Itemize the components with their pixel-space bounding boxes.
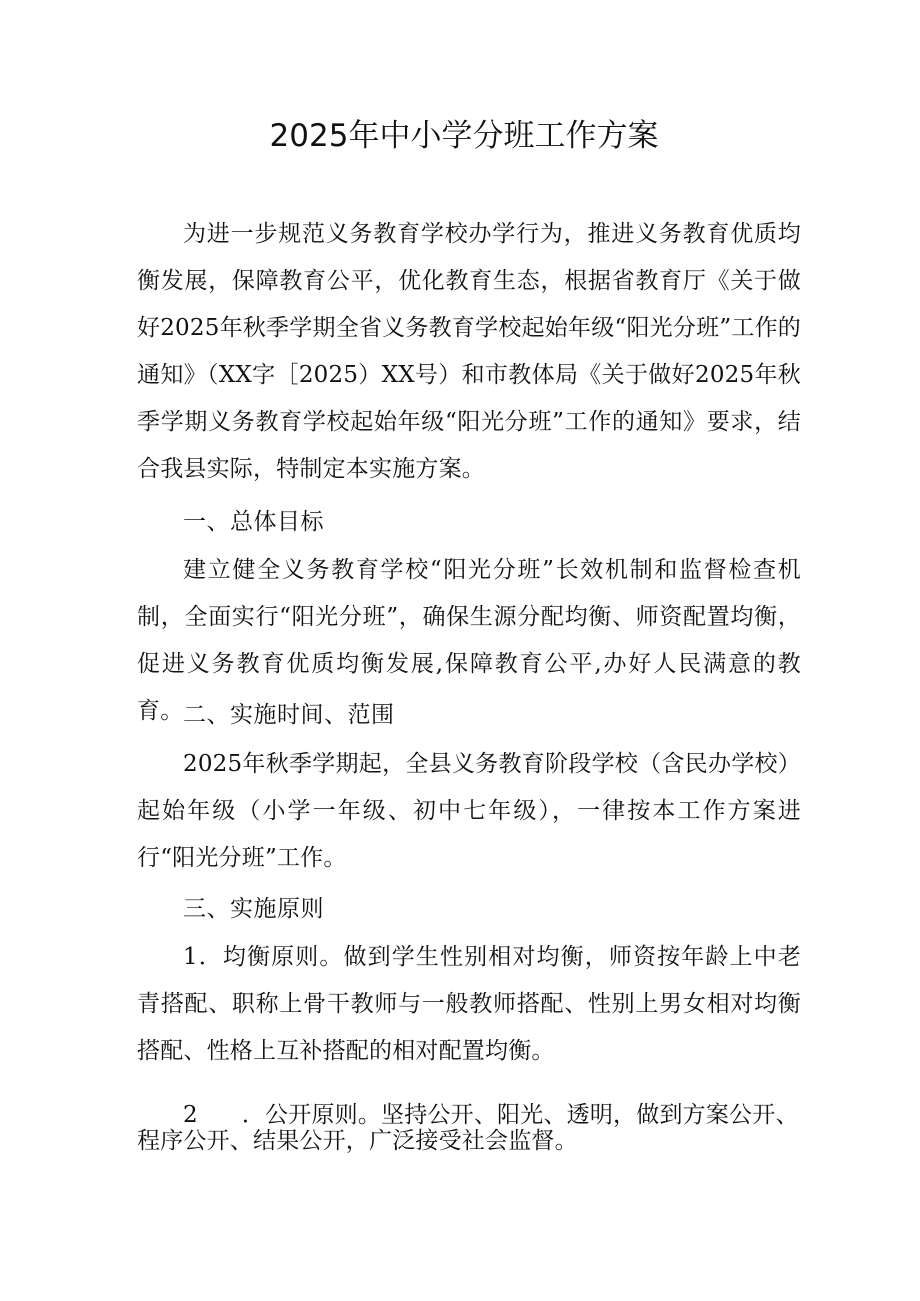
section-body-2: 2025年秋季学期起，全县义务教育阶段学校（含民办学校）起始年级（小学一年级、初中七年级），一律按本工作方案进行“阳光分班”工作。 <box>137 751 801 871</box>
principle-item-2-number: 2 <box>183 1102 198 1128</box>
section-heading-2: 二、实施时间、范围 <box>183 702 395 728</box>
principle-item-2-text: ．公开原则。坚持公开、阳光、透明，做到方案公开、 <box>241 1102 799 1128</box>
document-title: 2025年中小学分班工作方案 <box>269 118 659 154</box>
principle-item-1: 1．均衡原则。做到学生性别相对均衡，师资按年龄上中老青搭配、职称上骨干教师与一般教师搭配、性别上男女相对均衡搭配、性格上互补搭配的相对配置均衡。 <box>137 944 801 1064</box>
intro-paragraph: 为进一步规范义务教育学校办学行为，推进义务教育优质均衡发展，保障教育公平，优化教育生态，根据省教育厅《关于做好2025年秋季学期全省义务教育学校起始年级“阳光分班”工作的通知》（XX字［2025）XX号）和市教体局《关于做好2025年秋季学期义务教育学校起始年级“阳光分班”工作的通知》要求，结合我县实际，特制定本实施方案。 <box>137 221 801 482</box>
section-heading-1: 一、总体目标 <box>183 509 324 535</box>
section-body-1: 建立健全义务教育学校“阳光分班”长效机制和监督检查机制，全面实行“阳光分班”，确保生源分配均衡、师资配置均衡，促进义务教育优质均衡发展,保障教育公平,办好人民满意的教育。 <box>137 557 801 724</box>
section-heading-3: 三、实施原则 <box>183 896 324 922</box>
principle-item-2-continued: 程序公开、结果公开，广泛接受社会监督。 <box>137 1128 578 1154</box>
